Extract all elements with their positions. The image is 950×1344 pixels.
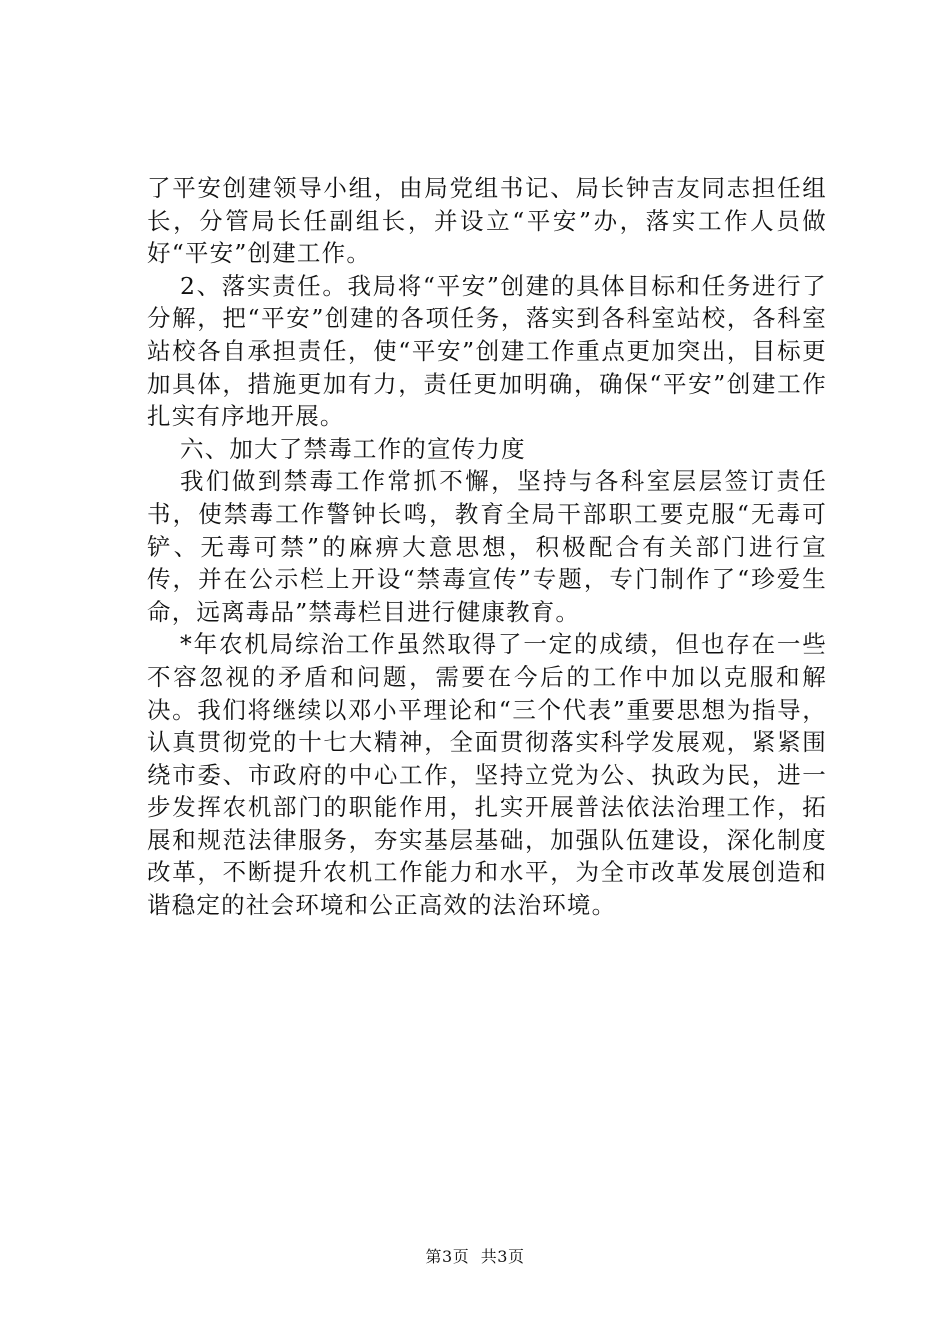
page-footer	[0, 1244, 950, 1267]
document-body	[147, 172, 827, 922]
page-total: 共3页	[480, 1247, 525, 1266]
paragraph-conclusion: *年农机局综治工作虽然取得了一定的成绩，但也存在一些不容忽视的矛盾和问题，需要在今后的工作中加以克服和解决。我们将继续以邓小平理论和“三个代表”重要思想为指导，认真贯彻党的十七大精神，全面贯彻落实科学发展观，紧紧围绕市委、市政府的中心工作，坚持立党为公、执政为民，进一步发挥农机部门的职能作用，扎实开展普法依法治理工作，拓展和规范法律服务，夯实基层基础，加强队伍建设，深化制度改革，不断提升农机工作能力和水平，为全市改革发展创造和谐稳定的社会环境和公正高效的法治环境。	[147, 630, 827, 920]
paragraph-continuation: 了平安创建领导小组，由局党组书记、局长钟吉友同志担任组长，分管局长任副组长，并设立“平安”办，落实工作人员做好“平安”创建工作。	[147, 174, 827, 268]
paragraph-implement-responsibility: 2、落实责任。我局将“平安”创建的具体目标和任务进行了分解，把“平安”创建的各项任务，落实到各科室站校，各科室站校各自承担责任，使“平安”创建工作重点更加突出，目标更加具体，措施更加有力，责任更加明确，确保“平安”创建工作扎实有序地开展。	[147, 271, 827, 431]
page-number: 第3页	[425, 1247, 470, 1266]
paragraph-anti-drug-publicity: 我们做到禁毒工作常抓不懈，坚持与各科室层层签订责任书，使禁毒工作警钟长鸣，教育全局干部职工要克服“无毒可铲、无毒可禁”的麻痹大意思想，积极配合有关部门进行宣传，并在公示栏上开设“禁毒宣传”专题，专门制作了“珍爱生命，远离毒品”禁毒栏目进行健康教育。	[147, 467, 827, 626]
section-heading-anti-drug: 六、加大了禁毒工作的宣传力度	[180, 434, 526, 463]
